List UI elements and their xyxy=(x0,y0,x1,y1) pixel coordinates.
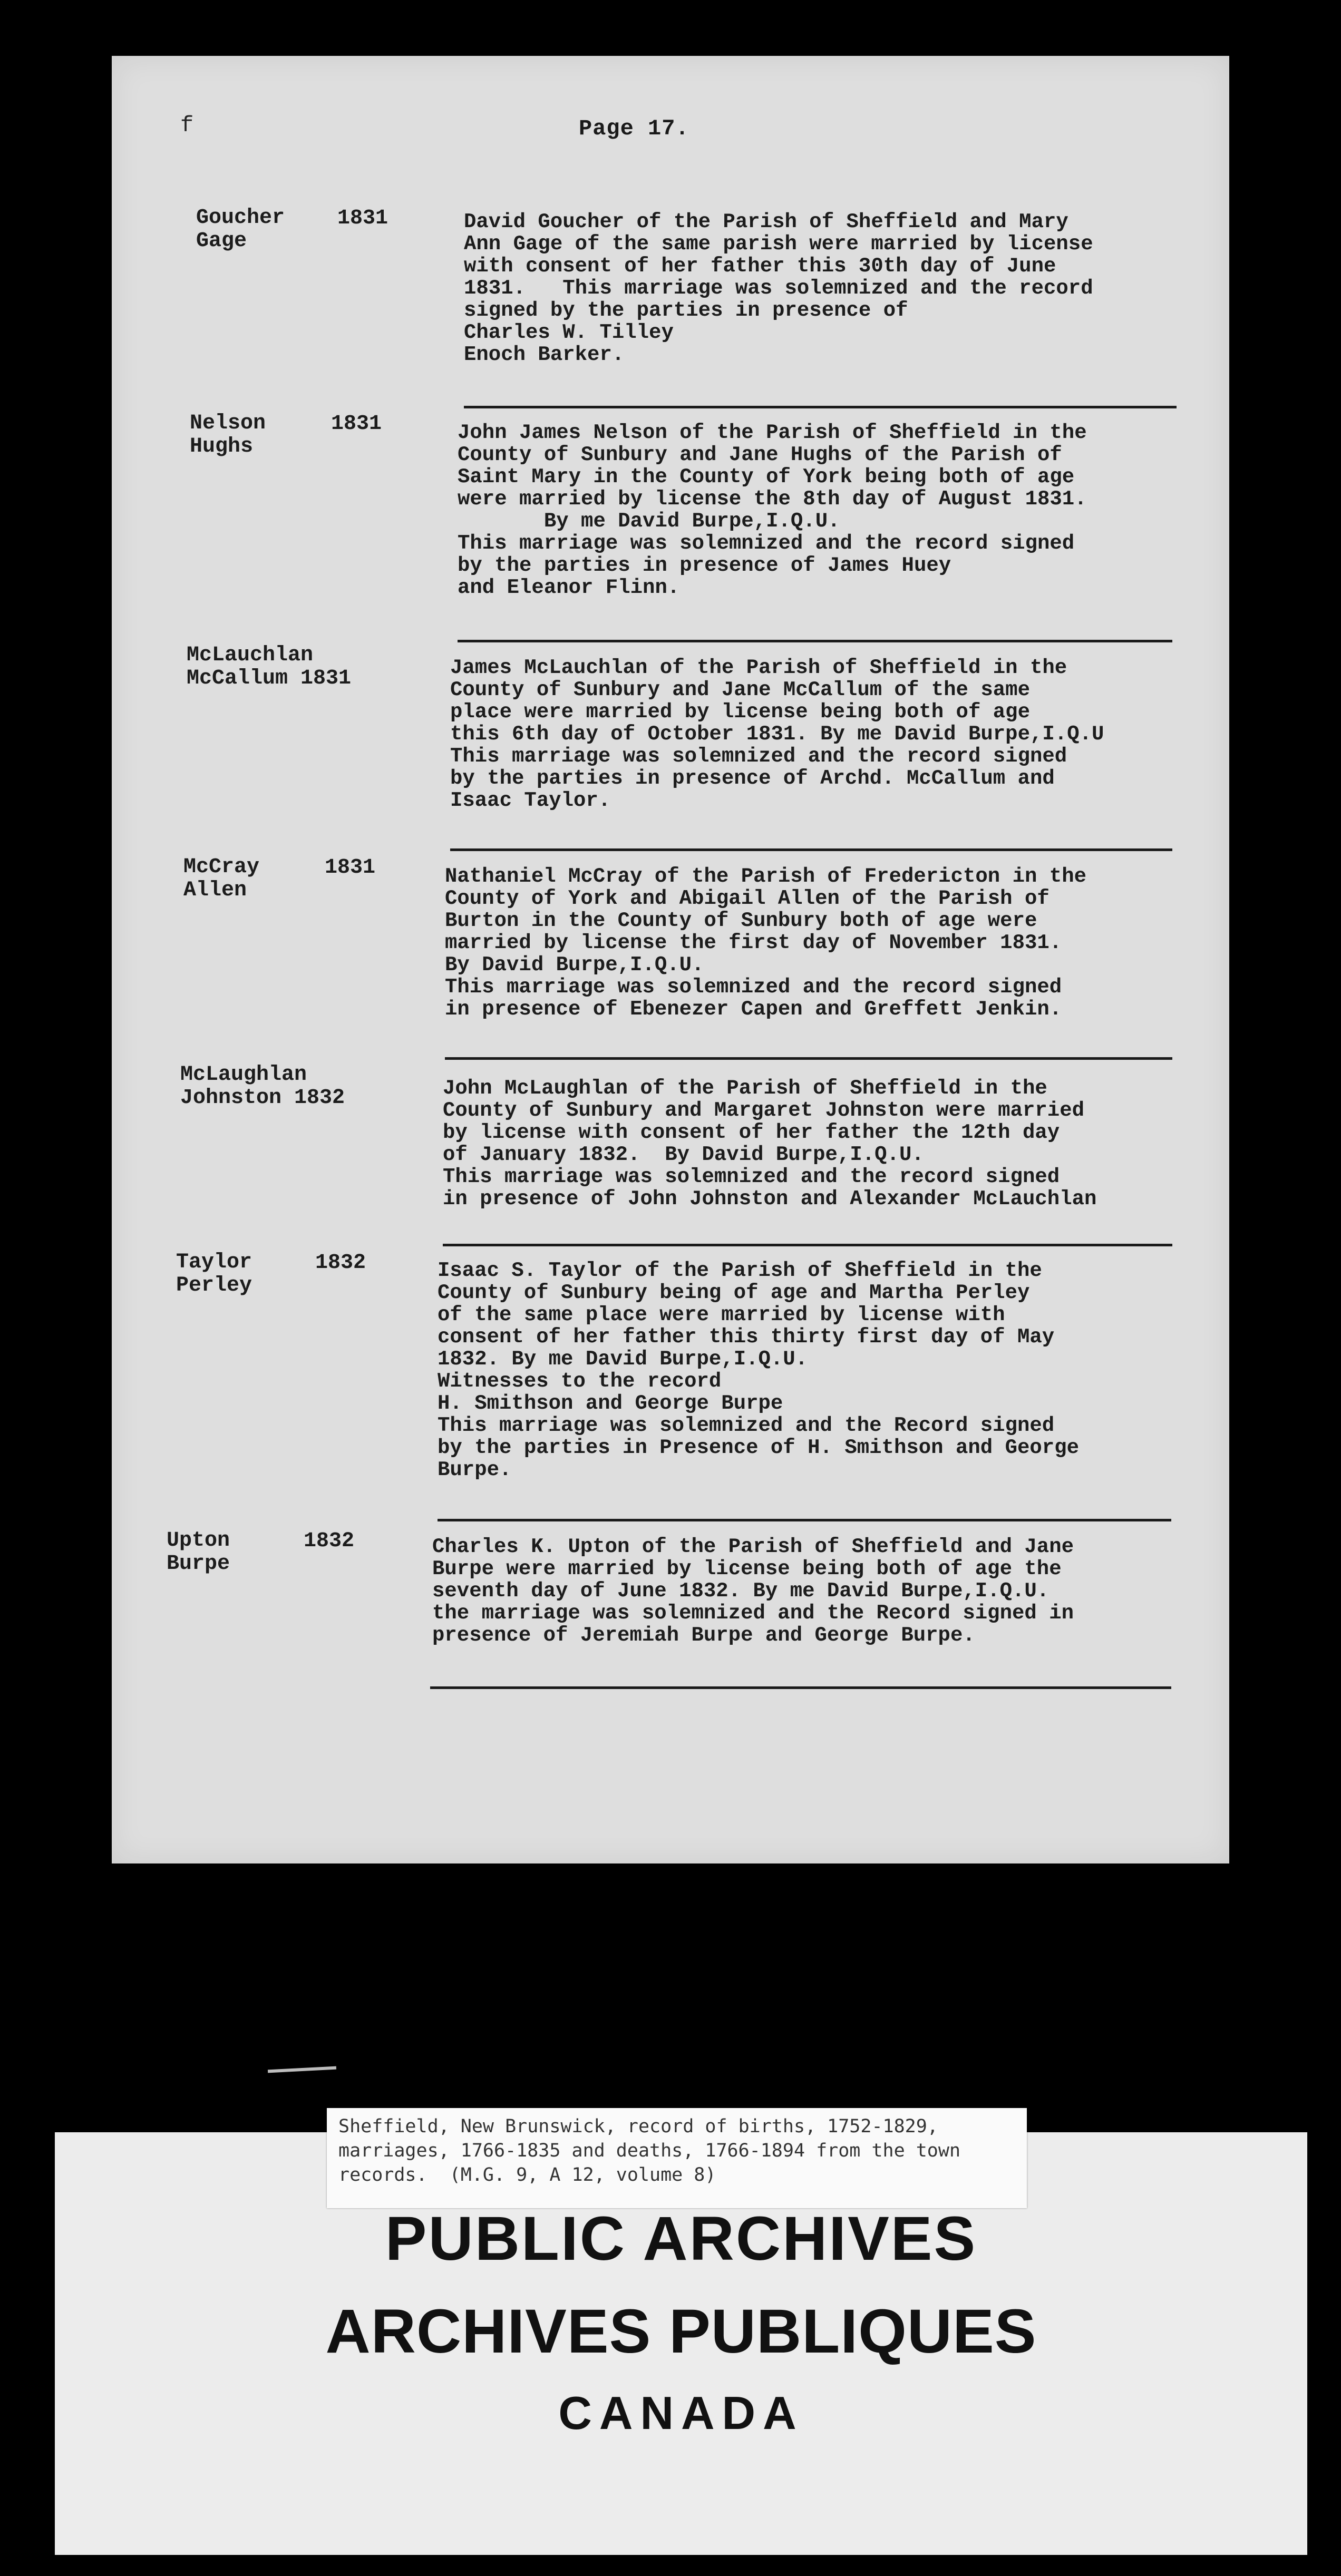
archives-french-title: ARCHIVES PUBLIQUES xyxy=(325,2297,1037,2366)
entry-7-names: Upton Burpe xyxy=(167,1529,230,1576)
entry-2-year: 1831 xyxy=(331,412,382,436)
archives-country: CANADA xyxy=(558,2387,804,2439)
entry-1-rule xyxy=(464,406,1177,408)
archives-english-title: PUBLIC ARCHIVES xyxy=(385,2204,977,2273)
corner-mark: f xyxy=(180,113,194,138)
entry-1-text: David Goucher of the Parish of Sheffield and Mary Ann Gage of the same parish were married by license with consent of her father this 30th day of June 1831. This marriage was solemnized and the record signed by the parties in presence of Charles W. Tilley Enoch Barker. xyxy=(464,210,1093,366)
entry-5-names: McLaughlan Johnston 1832 xyxy=(180,1063,345,1110)
entry-4-text: Nathaniel McCray of the Parish of Fredericton in the County of York and Abigail Allen of the Parish of Burton in the County of Sunbury both of age were married by license the first day of November 1831. By David Burpe,I.Q.U. This marriage was solemnized and the record signed in presence of Ebenezer Capen and Greffett Jenkin. xyxy=(445,865,1086,1021)
entry-7-text: Charles K. Upton of the Parish of Sheffield and Jane Burpe were married by license being both of age the seventh day of June 1832. By me David Burpe,I.Q.U. the marriage was solemnized and the Record signed in presence of Jeremiah Burpe and George Burpe. xyxy=(432,1535,1074,1647)
entry-6-names: Taylor Perley xyxy=(176,1251,252,1297)
card-edge-mark xyxy=(268,2066,336,2073)
entry-3-rule xyxy=(450,848,1172,851)
entry-3-names: McLauchlan McCallum 1831 xyxy=(187,643,352,690)
entry-3-text: James McLauchlan of the Parish of Sheffield in the County of Sunbury and Jane McCallum of the same place were married by license being both of age this 6th day of October 1831. By me David Burpe,I.Q.U This marriage was solemnized and the record signed by the parties in presence of Archd. McCallum and Isaac Taylor. xyxy=(450,656,1104,812)
entry-5-rule xyxy=(443,1244,1172,1246)
entry-2-rule xyxy=(458,640,1172,642)
register-page xyxy=(112,56,1229,1863)
entry-2-names: Nelson Hughs xyxy=(190,412,266,458)
entry-7-year: 1832 xyxy=(304,1529,355,1553)
entry-4-names: McCray Allen xyxy=(183,855,260,902)
entry-4-rule xyxy=(445,1057,1172,1060)
page-number: Page 17. xyxy=(579,116,689,141)
entry-6-rule xyxy=(438,1519,1171,1521)
entry-1-names: Goucher Gage xyxy=(196,206,285,253)
reference-label: Sheffield, New Brunswick, record of births, 1752-1829, marriages, 1766-1835 and deaths, 1766-1894 from the town records. (M.G. 9, A 12, volume 8) xyxy=(327,2108,1027,2208)
entry-6-text: Isaac S. Taylor of the Parish of Sheffield in the County of Sunbury being of age and Martha Perley of the same place were married by license with consent of her father this thirty first day of May 1832. By me David Burpe,I.Q.U. Witnesses to the record H. Smithson and George Burpe This marriage was solemnized and the Record signed by the parties in Presence of H. Smithson and George Burpe. xyxy=(438,1259,1079,1481)
entry-1-year: 1831 xyxy=(337,207,388,230)
entry-4-year: 1831 xyxy=(325,856,376,880)
entry-6-year: 1832 xyxy=(315,1251,366,1275)
entry-2-text: John James Nelson of the Parish of Sheffield in the County of Sunbury and Jane Hughs of the Parish of Saint Mary in the County of York being both of age were married by license the 8th day of August 1831. By me David Burpe,I.Q.U. This marriage was solemnized and the record signed by the parties in presence of James Huey and Eleanor Flinn. xyxy=(458,421,1087,599)
entry-7-rule xyxy=(430,1686,1171,1689)
entry-5-text: John McLaughlan of the Parish of Sheffield in the County of Sunbury and Margaret Johnston were married by license with consent of her father the 12th day of January 1832. By David Burpe,I.Q.U. This marriage was solemnized and the record signed in presence of John Johnston and Alexander McLauchlan xyxy=(443,1077,1097,1211)
